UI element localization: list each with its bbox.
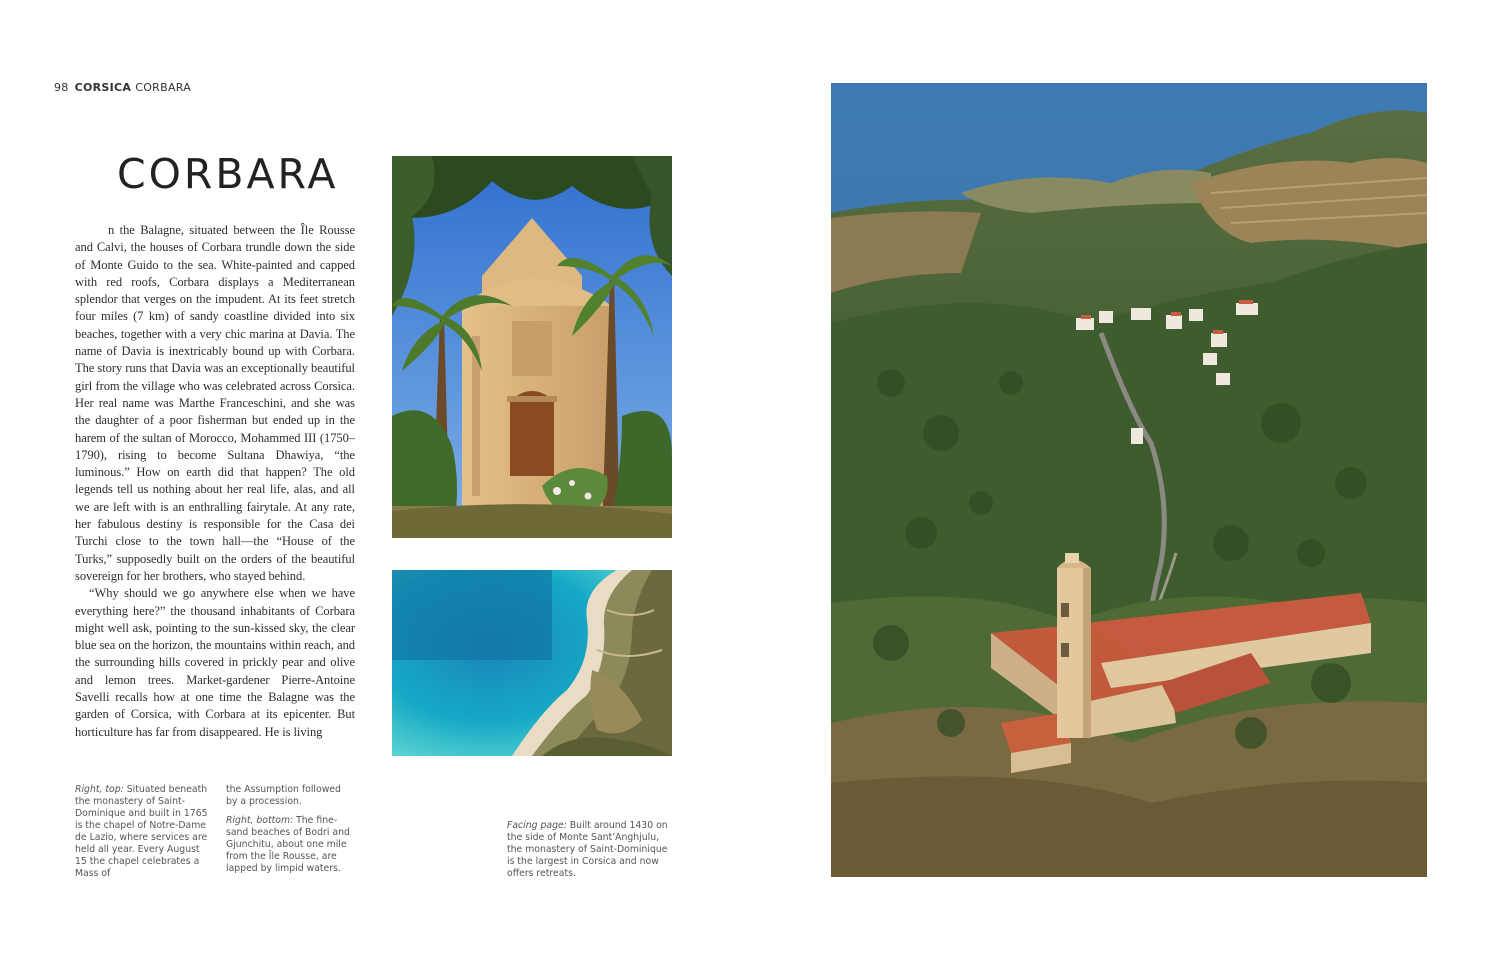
caption-right-top-continued: the Assumption followed by a procession. xyxy=(226,784,341,807)
body-paragraph-2: “Why should we go anywhere else when we have everything here?” the thousand inhabitants of Corbara might well ask, pointing to the sun-kissed sky, the clear blue sea on the horizon, the mountains within reach, and the surrounding hills covered in prickly pear and olive and lemon trees. Market-gardener Pierre-Antoine Savelli recalls how at one time the Balagne was the garden of Corsica, with Corbara at its epicenter. But horticulture has far from disappeared. He is living xyxy=(75,586,355,739)
caption-right-bottom xyxy=(226,815,351,875)
caption-right-top-label: Right, top: xyxy=(75,784,124,795)
body-text xyxy=(75,222,355,741)
caption-right-top-text: Situated beneath the monastery of Saint-Dominique and built in 1765 is the chapel of Notre-Dame de Lazio, where services are held all year. Every August 15 the chapel celebrates a Mass of xyxy=(75,784,208,879)
beach-photo xyxy=(392,570,672,756)
body-paragraph-1: n the Balagne, situated between the Île Rousse and Calvi, the houses of Corbara trundle down the side of Monte Guido to the sea. White-painted and capped with red roofs, Corbara displays a Mediterranean splendor that verges on the impudent. At its feet stretch four miles (7 km) of sandy coastline divided into six beaches, together with a very chic marina at Davia. The name of Davia is inextricably bound up with Corbara. The story runs that Davia was an exceptionally beautiful girl from the village who was celebrated across Corsica. Her real name was Marthe Franceschini, and she was the daughter of a poor fisherman but ended up in the harem of the sultan of Morocco, Mohammed III (1750–1790), rising to become Sultana Dhawiya, “the luminous.” How on earth did that happen? The old legends tell us nothing about her real life, alas, and all we are left with is an enthralling fairytale. At any rate, her fabulous destiny is responsible for the Casa dei Turchi close to the town hall—the “House of the Turks,” supposedly built on the orders of the beautiful sovereign for her brothers, who stayed behind. xyxy=(75,223,355,583)
running-head xyxy=(54,81,191,94)
caption-right-bottom-text: The fine-sand beaches of Bodri and Gjunchitu, about one mile from the Île Rousse, are lapped by limpid waters. xyxy=(226,815,350,874)
caption-facing-page xyxy=(507,820,672,880)
chapel-photo xyxy=(392,156,672,538)
section-name: CORSICA xyxy=(74,81,132,94)
monastery-aerial-photo xyxy=(831,83,1427,877)
caption-right-top xyxy=(75,784,210,880)
caption-right-bottom-label: Right, bottom: xyxy=(226,815,294,826)
page-number: 98 xyxy=(54,81,69,94)
subsection-name: CORBARA xyxy=(135,81,192,94)
caption-column-2 xyxy=(226,784,351,875)
caption-facing-page-text: Built around 1430 on the side of Monte Sant’Anghjulu, the monastery of Saint-Dominique is the largest in Corsica and now offers retreats. xyxy=(507,820,668,879)
caption-facing-page-label: Facing page: xyxy=(507,820,567,831)
page-title: CORBARA xyxy=(117,150,339,198)
